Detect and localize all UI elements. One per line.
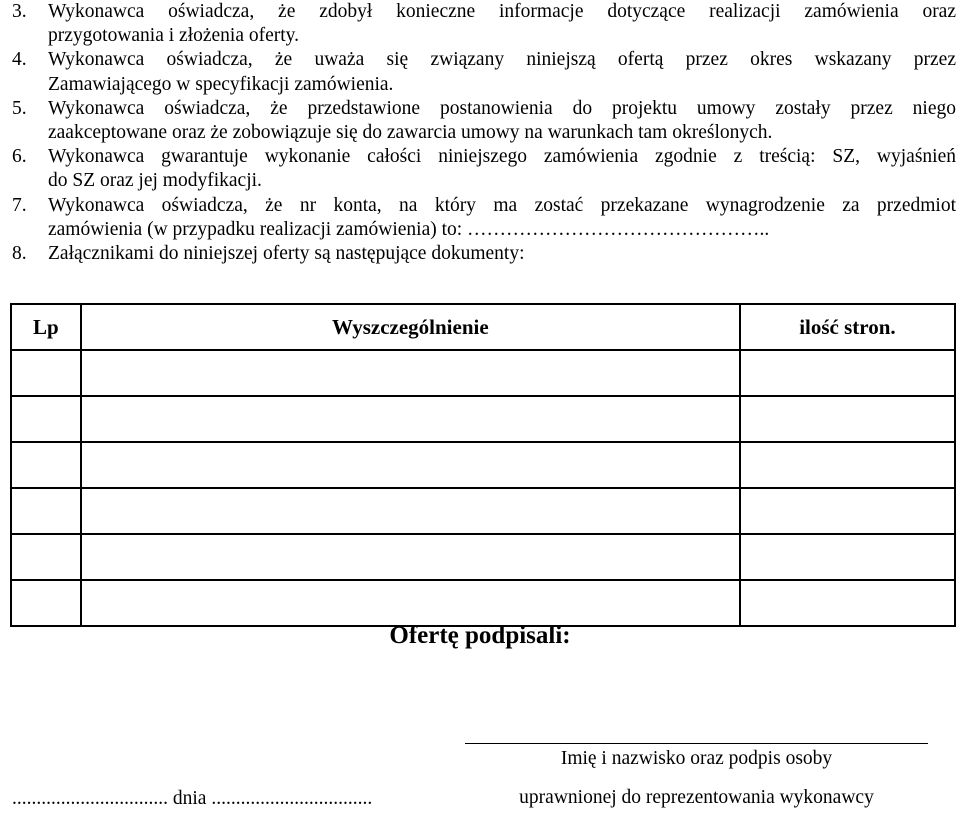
- table-cell: [81, 396, 740, 442]
- item-number: 8.: [12, 243, 27, 265]
- column-header-lp: Lp: [11, 304, 81, 350]
- item-number: 3.: [12, 1, 27, 22]
- column-header-page-count: ilość stron.: [740, 304, 955, 350]
- signature-caption-line1: Imię i nazwisko oraz podpis osoby: [560, 748, 833, 769]
- table-cell: [81, 350, 740, 396]
- list-item-7: [12, 194, 956, 242]
- table-cell: [740, 396, 955, 442]
- table-row: [11, 488, 955, 534]
- table-cell: [740, 488, 955, 534]
- item-text: [48, 48, 956, 96]
- date-place-line: ................................ dnia .................................: [12, 788, 373, 809]
- item-text-line2: zamówienia (w przypadku realizacji zamówienia) to: ………………………………………..: [48, 218, 770, 240]
- item-text: [48, 0, 956, 48]
- signature-caption-line2: uprawnionej do reprezentowania wykonawcy: [519, 787, 874, 808]
- item-text: [48, 97, 956, 145]
- table-cell: [81, 534, 740, 580]
- item-text: [48, 145, 956, 193]
- item-text-line1: Wykonawca oświadcza, że nr konta, na który ma zostać przekazane wynagrodzenie za przedmiot: [48, 194, 956, 216]
- item-text-line1: Wykonawca oświadcza, że zdobył konieczne informacje dotyczące realizacji zamówienia oraz: [48, 1, 956, 22]
- table-cell: [11, 534, 81, 580]
- table-cell: [11, 442, 81, 488]
- list-item-8: [12, 242, 956, 266]
- table-cell: [81, 488, 740, 534]
- item-number: 6.: [12, 146, 27, 168]
- item-text-line2: zaakceptowane oraz że zobowiązuje się do zawarcia umowy na warunkach tam określonych.: [48, 122, 773, 144]
- item-text-line1: Załącznikami do niniejszej oferty są następujące dokumenty:: [48, 243, 525, 265]
- item-number: 5.: [12, 97, 27, 119]
- item-text-line1: Wykonawca oświadcza, że przedstawione postanowienia do projektu umowy zostały przez niego: [48, 97, 956, 119]
- list-item-6: [12, 145, 956, 193]
- list-item-5: [12, 97, 956, 145]
- list-item-3: [12, 0, 956, 48]
- table-cell: [11, 580, 81, 626]
- table-row: [11, 350, 955, 396]
- signature-title: Ofertę podpisali:: [389, 622, 571, 649]
- item-text-line1: Wykonawca gwarantuje wykonanie całości niniejszego zamówienia zgodnie z treścią: SZ, wyjaśnień: [48, 146, 956, 168]
- item-number: 7.: [12, 194, 27, 216]
- column-header-description: Wyszczególnienie: [81, 304, 740, 350]
- item-text: [48, 194, 956, 242]
- list-item-4: [12, 48, 956, 96]
- table-cell: [11, 396, 81, 442]
- table-row: [11, 396, 955, 442]
- table-cell: [81, 442, 740, 488]
- item-text-line1: Wykonawca oświadcza, że uważa się związany niniejszą ofertą przez okres wskazany przez: [48, 49, 956, 71]
- table-row: [11, 442, 955, 488]
- table-cell: [81, 580, 740, 626]
- item-number: 4.: [12, 49, 27, 71]
- table-header-row: [11, 304, 955, 350]
- table-cell: [740, 580, 955, 626]
- item-text-line2: Zamawiającego w specyfikacji zamówienia.: [48, 73, 394, 95]
- table-cell: [11, 350, 81, 396]
- table-cell: [740, 442, 955, 488]
- signature-line: [465, 743, 928, 744]
- table-row: [11, 580, 955, 626]
- table-cell: [740, 534, 955, 580]
- declarations-list: [12, 0, 956, 266]
- item-text: [48, 242, 956, 266]
- attachments-table: [10, 303, 956, 627]
- item-text-line2: do SZ oraz jej modyfikacji.: [48, 170, 262, 192]
- table-row: [11, 534, 955, 580]
- table-cell: [740, 350, 955, 396]
- item-text-line2: przygotowania i złożenia oferty.: [48, 25, 300, 47]
- table-cell: [11, 488, 81, 534]
